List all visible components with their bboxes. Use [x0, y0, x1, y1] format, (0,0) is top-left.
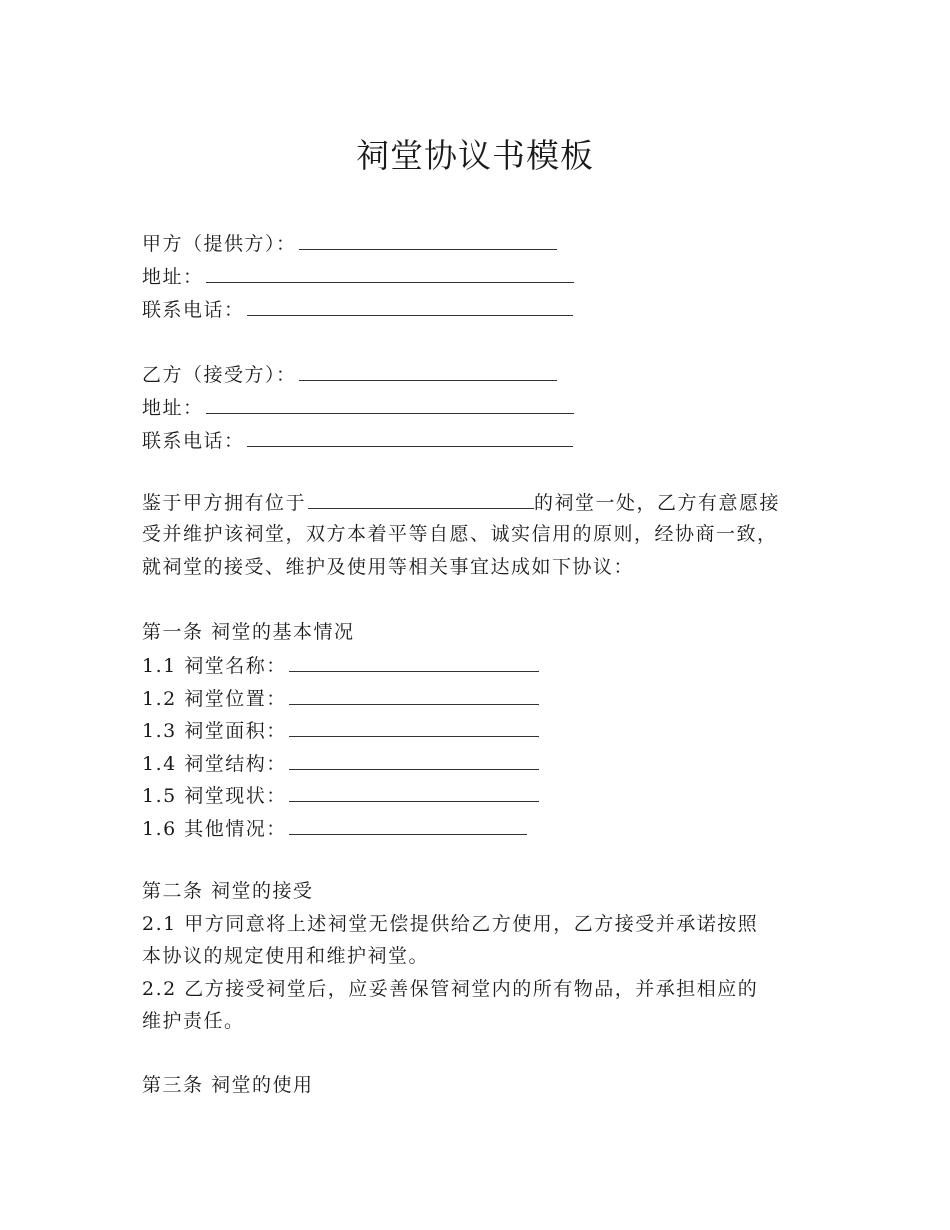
article-1-item: [142, 781, 539, 809]
article-1-item-blank: [289, 749, 539, 770]
party-b-phone-label: 联系电话：: [142, 430, 245, 452]
article-1-item-blank: [289, 716, 539, 737]
article-1-item: [142, 716, 539, 744]
article-1-item-blank: [289, 684, 539, 705]
article-1-item: [142, 749, 539, 777]
preamble-prefix: 鉴于甲方拥有位于: [142, 492, 307, 514]
preamble-line-3: 就祠堂的接受、维护及使用等相关事宜达成如下协议：: [142, 556, 635, 578]
article-2-paragraph-2-line-1: 2.2 乙方接受祠堂后，应妥善保管祠堂内的所有物品，并承担相应的: [142, 978, 759, 1000]
article-1-item: [142, 651, 539, 679]
article-2-paragraph-1-line-1: 2.1 甲方同意将上述祠堂无偿提供给乙方使用，乙方接受并承诺按照: [142, 913, 759, 935]
article-2-paragraph-1-line-2: 本协议的规定使用和维护祠堂。: [142, 945, 430, 967]
preamble-line-1: [142, 488, 780, 516]
party-b-name-label: 乙方（接受方）：: [142, 364, 297, 386]
party-a-name-blank: [299, 229, 557, 250]
document-title: 祠堂协议书模板: [356, 136, 594, 175]
article-1-item: [142, 684, 539, 712]
article-1-item-label: 1.5 祠堂现状：: [142, 785, 287, 807]
party-a-phone-blank: [247, 295, 573, 316]
party-b-phone-line: [142, 426, 573, 454]
party-b-address-line: [142, 393, 574, 421]
party-a-address-label: 地址：: [142, 266, 204, 288]
article-3-heading: 第三条 祠堂的使用: [142, 1074, 314, 1096]
party-a-address-line: [142, 262, 574, 290]
article-2-paragraph-2-line-2: 维护责任。: [142, 1010, 245, 1032]
party-a-name-line: [142, 229, 557, 257]
party-a-phone-line: [142, 295, 573, 323]
article-1-item-label: 1.4 祠堂结构：: [142, 753, 287, 775]
article-1-item-blank: [289, 781, 539, 802]
article-1-item-blank: [289, 651, 539, 672]
preamble-suffix: 的祠堂一处，乙方有意愿接: [534, 492, 781, 514]
party-b-phone-blank: [247, 426, 573, 447]
article-1-item-label: 1.1 祠堂名称：: [142, 655, 287, 677]
party-a-address-blank: [206, 262, 574, 283]
party-b-address-label: 地址：: [142, 397, 204, 419]
party-b-name-line: [142, 360, 557, 388]
article-1-item-blank: [289, 814, 527, 835]
party-a-name-label: 甲方（提供方）：: [142, 233, 297, 255]
article-2-heading: 第二条 祠堂的接受: [142, 880, 314, 902]
party-b-address-blank: [206, 393, 574, 414]
article-1-item-label: 1.3 祠堂面积：: [142, 720, 287, 742]
article-1-item: [142, 814, 527, 842]
party-a-phone-label: 联系电话：: [142, 299, 245, 321]
article-1-heading: 第一条 祠堂的基本情况: [142, 621, 355, 643]
preamble-location-blank: [308, 488, 534, 509]
party-b-name-blank: [299, 360, 557, 381]
article-1-item-label: 1.2 祠堂位置：: [142, 688, 287, 710]
preamble-line-2: 受并维护该祠堂，双方本着平等自愿、诚实信用的原则，经协商一致，: [142, 523, 778, 545]
article-1-item-label: 1.6 其他情况：: [142, 818, 287, 840]
